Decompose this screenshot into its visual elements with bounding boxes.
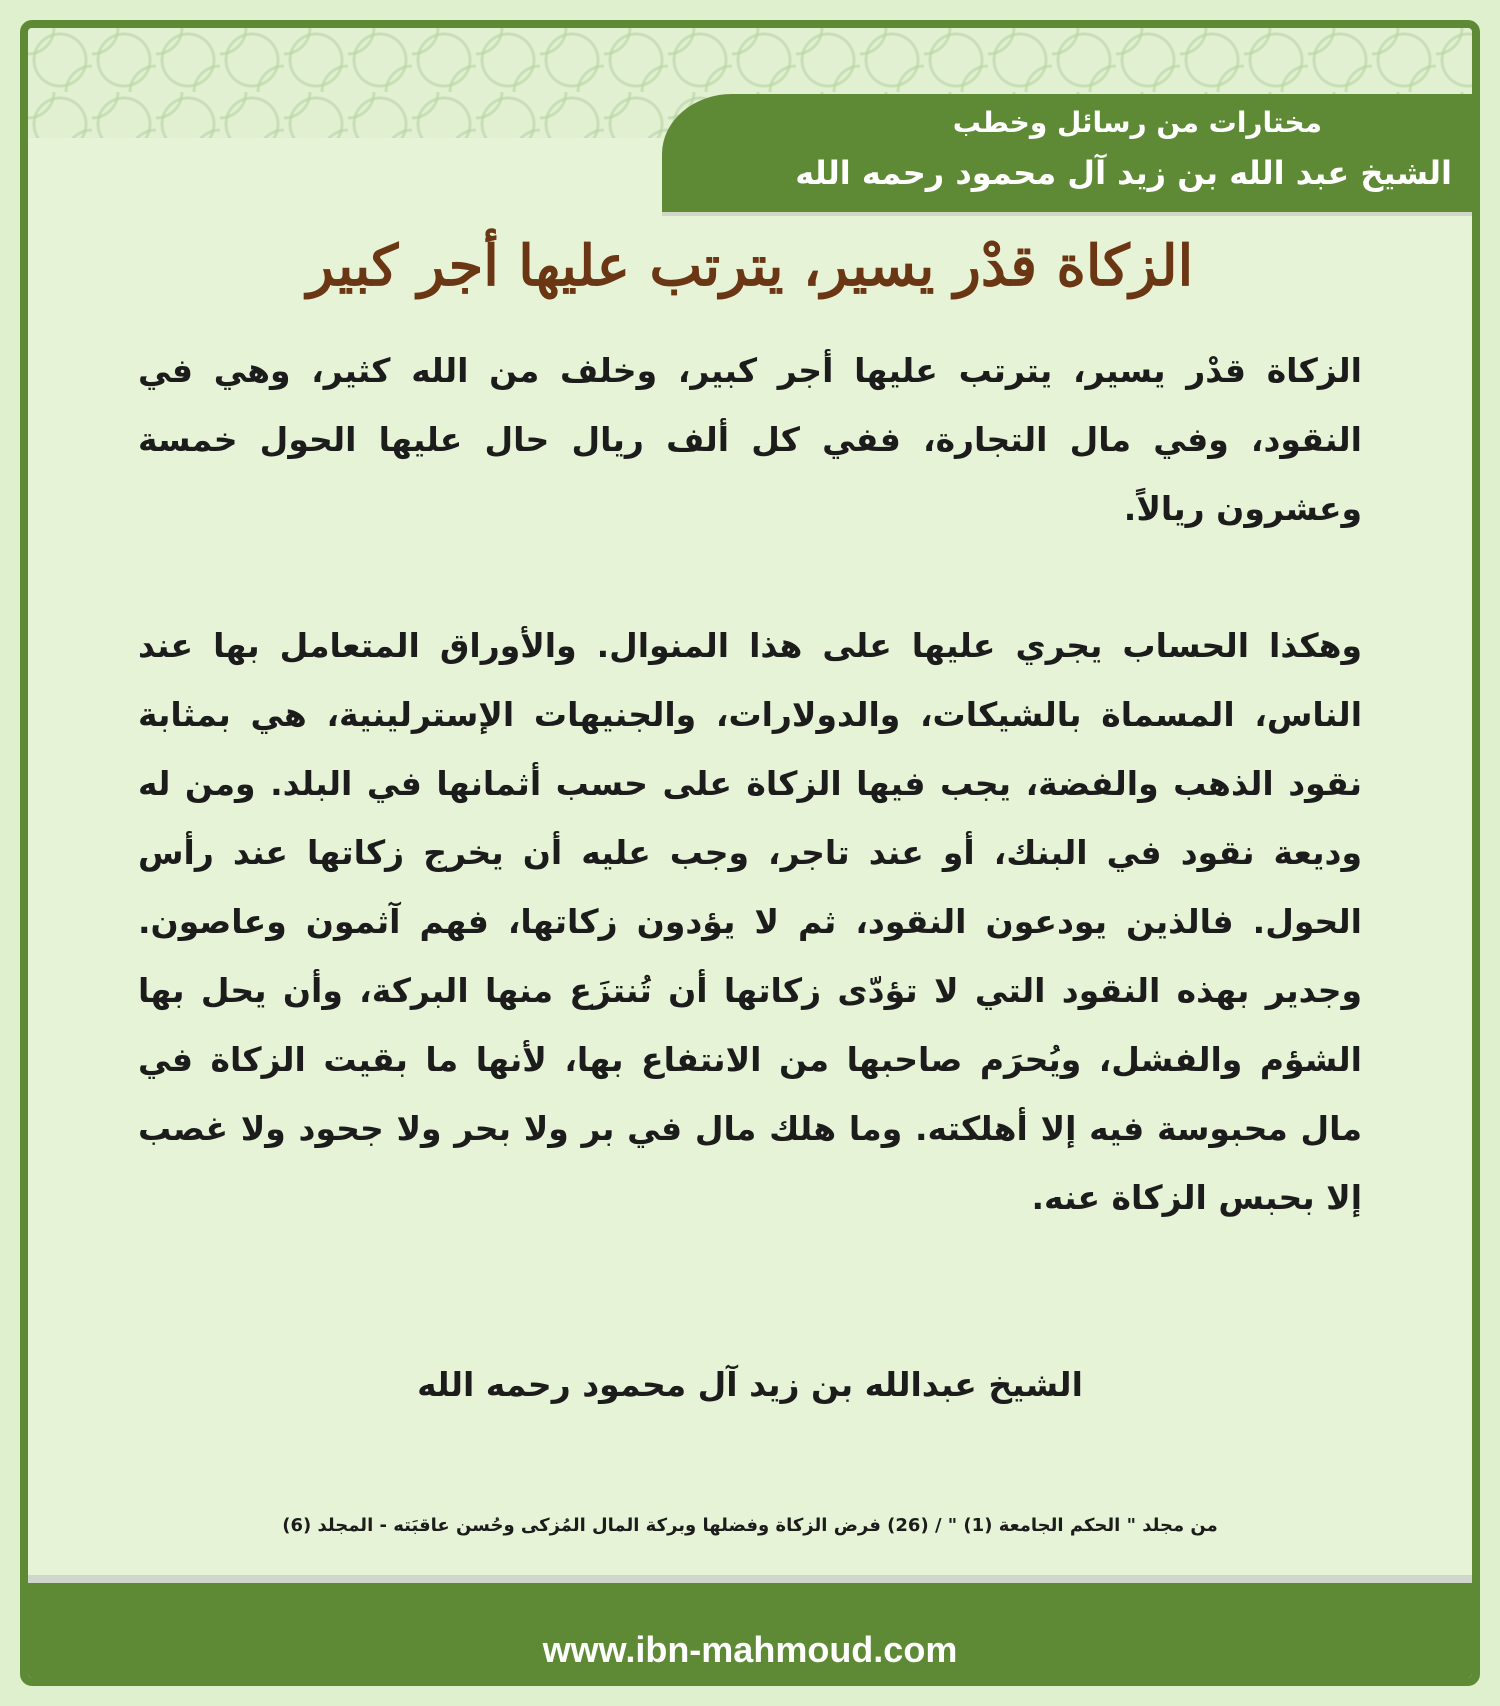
header-banner	[662, 94, 1472, 212]
card-frame	[20, 20, 1480, 1686]
signature: الشيخ عبدالله بن زيد آل محمود رحمه الله	[417, 1365, 1083, 1404]
banner-subtitle: مختارات من رسائل وخطب	[952, 106, 1322, 139]
paragraph: الزكاة قدْر يسير، يترتب عليها أجر كبير، وخلف من الله كثير، وهي في النقود، وفي مال التجارة، ففي كل ألف ريال حال عليها الحول خمسة وعشرون ريالاً.	[138, 351, 1362, 528]
paragraph: وهكذا الحساب يجري عليها على هذا المنوال. والأوراق المتعامل بها عند الناس، المسماة بالشيكات، والدولارات، والجنيهات الإسترلينية، هي بمثابة نقود الذهب والفضة، يجب فيها الزكاة على حسب أثمانها في البلد. ومن له وديعة نقود في البنك، أو عند تاجر، وجب عليه أن يخرج زكاتها عند رأس الحول. فالذين يودعون النقود، ثم لا يؤدون زكاتها، فهم آثمون وعاصون. وجدير بهذه النقود التي لا تؤدّى زكاتها أن تُنتزَع منها البركة، وأن يحل بها الشؤم والفشل، ويُحرَم صاحبها من الانتفاع بها، لأنها ما بقيت الزكاة في مال محبوسة فيه إلا أهلكته. وما هلك مال في بر ولا بحر ولا جحود ولا غصب إلا بحبس الزكاة عنه.	[138, 626, 1362, 1217]
website-link[interactable]: www.ibn-mahmoud.com	[542, 1629, 958, 1670]
banner-author: الشيخ عبد الله بن زيد آل محمود رحمه الله	[795, 154, 1452, 192]
article-body	[138, 336, 1362, 1232]
source-citation: من مجلد " الحكم الجامعة (1) " / (26) فرض الزكاة وفضلها وبركة المال المُزكى وحُسن عاقبَته - المجلد (6)	[282, 1515, 1218, 1536]
page-title: الزكاة قدْر يسير، يترتب عليها أجر كبير	[306, 233, 1194, 299]
footer-bar	[28, 1583, 1472, 1678]
footer-divider	[28, 1575, 1472, 1583]
